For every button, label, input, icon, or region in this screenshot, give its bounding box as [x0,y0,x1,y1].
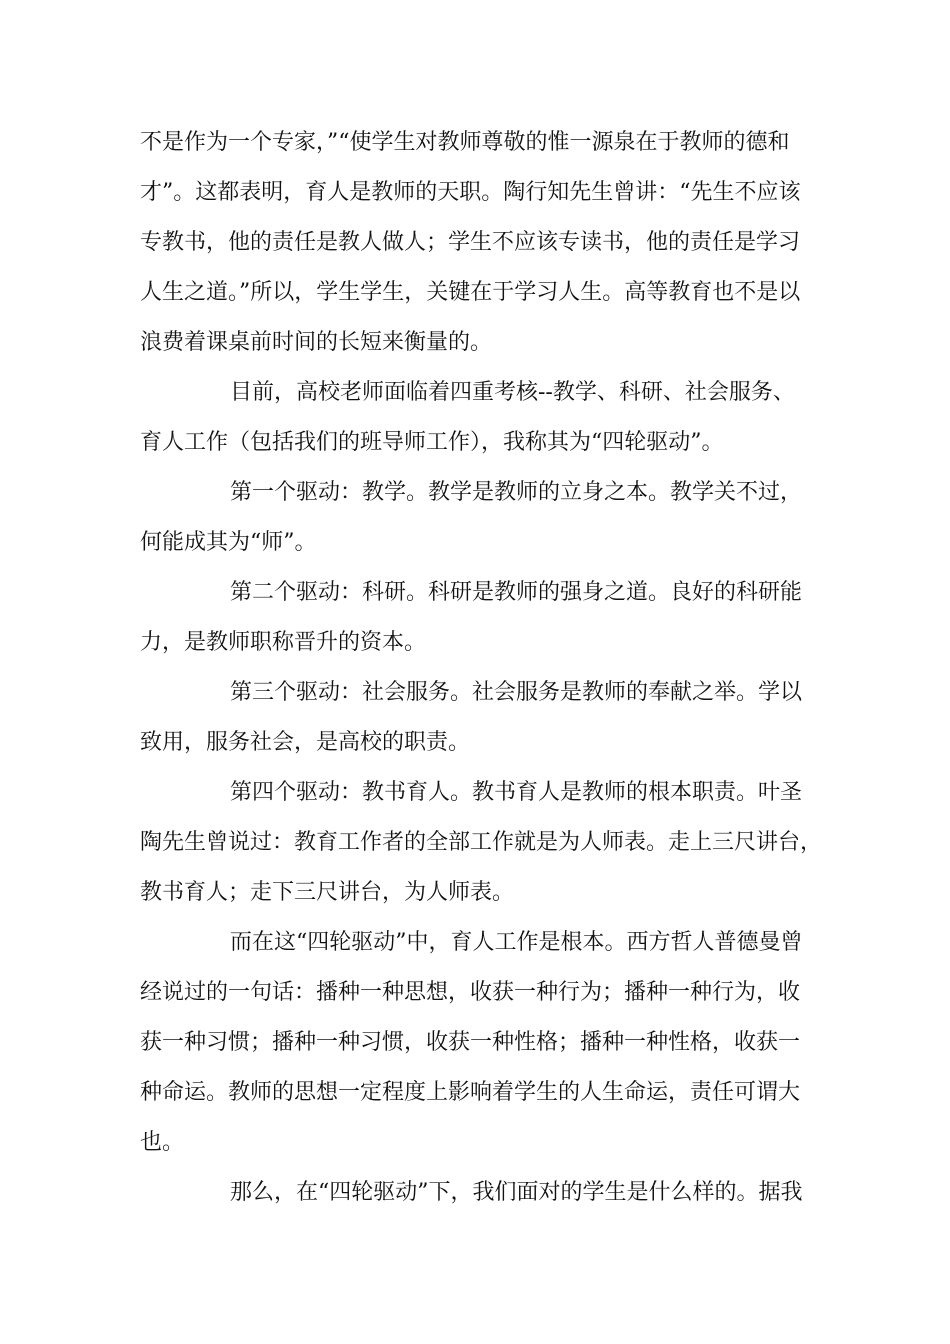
text-line: 致用，服务社会，是高校的职责。 [140,730,471,755]
paragraph-start-line: 第三个驱动：社会服务。社会服务是教师的奉献之举。学以 [230,680,803,705]
text-line: 专教书，他的责任是教人做人；学生不应该专读书，他的责任是学习 [140,230,801,255]
text-line: 种命运。教师的思想一定程度上影响着学生的人生命运，责任可谓大 [140,1080,801,1105]
paragraph-start-line: 而在这“四轮驱动”中，育人工作是根本。西方哲人普德曼曾 [230,930,803,955]
paragraph-start-line: 目前，高校老师面临着四重考核--教学、科研、社会服务、 [230,380,795,405]
paragraph-start-line: 第二个驱动：科研。科研是教师的强身之道。良好的科研能 [230,580,803,605]
text-line: 浪费着课桌前时间的长短来衡量的。 [140,330,493,355]
text-line: 育人工作（包括我们的班导师工作），我称其为“四轮驱动”。 [140,430,724,455]
text-line: 经说过的一句话：播种一种思想，收获一种行为；播种一种行为，收 [140,980,801,1005]
text-line: 陶先生曾说过：教育工作者的全部工作就是为人师表。走上三尺讲台， [140,830,823,855]
text-line: 不是作为一个专家，”“使学生对教师尊敬的惟一源泉在于教师的德和 [140,130,790,155]
text-line: 获一种习惯；播种一种习惯，收获一种性格；播种一种性格，收获一 [140,1030,801,1055]
text-line: 也。 [140,1130,185,1155]
text-line: 才”。这都表明，育人是教师的天职。陶行知先生曾讲：“先生不应该 [140,180,801,205]
paragraph-start-line: 第四个驱动：教书育人。教书育人是教师的根本职责。叶圣 [230,780,803,805]
paragraph-start-line: 第一个驱动：教学。教学是教师的立身之本。教学关不过， [230,480,803,505]
text-line: 力，是教师职称晋升的资本。 [140,630,427,655]
text-line: 教书育人；走下三尺讲台，为人师表。 [140,880,515,905]
text-line: 何能成其为“师”。 [140,530,317,555]
document-body [140,118,823,1218]
text-line: 人生之道。”所以，学生学生，关键在于学习人生。高等教育也不是以 [140,280,801,305]
paragraph-start-line: 那么，在“四轮驱动”下，我们面对的学生是什么样的。据我 [230,1180,803,1205]
